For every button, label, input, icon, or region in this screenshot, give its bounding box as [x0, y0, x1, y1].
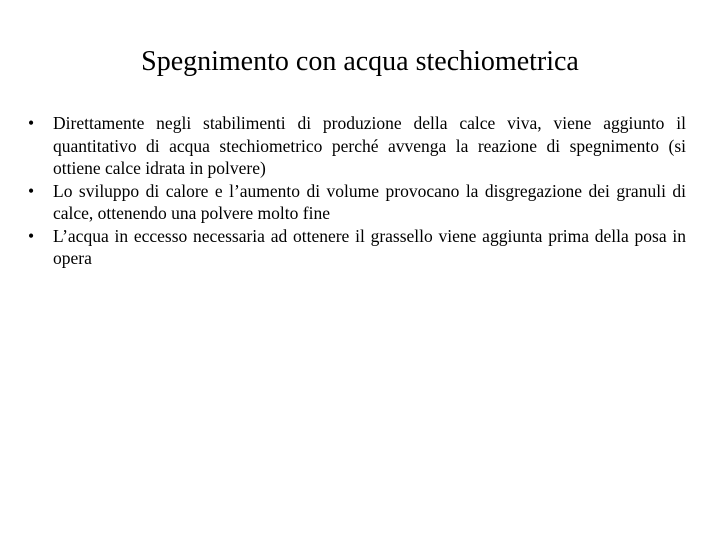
bullet-mark: •: [28, 180, 35, 201]
bullet-item: [28, 180, 686, 225]
slide-title: Spegnimento con acqua stechiometrica: [141, 46, 579, 77]
bullet-list: [28, 112, 686, 270]
bullet-text: L’acqua in eccesso necessaria ad ottenere il grassello viene aggiunta prima della posa in opera: [53, 225, 686, 268]
bullet-text: Direttamente negli stabilimenti di produzione della calce viva, viene aggiunto il quantitativo di acqua stechiometrico perché avvenga la reazione di spegnimento (si ottiene calce idrata in polvere): [53, 113, 686, 178]
bullet-item: [28, 112, 686, 180]
bullet-text: Lo sviluppo di calore e l’aumento di volume provocano la disgregazione dei granuli di calce, ottenendo una polvere molto fine: [53, 180, 686, 223]
bullet-mark: •: [28, 225, 35, 246]
bullet-item: [28, 225, 686, 270]
bullet-mark: •: [28, 113, 35, 133]
